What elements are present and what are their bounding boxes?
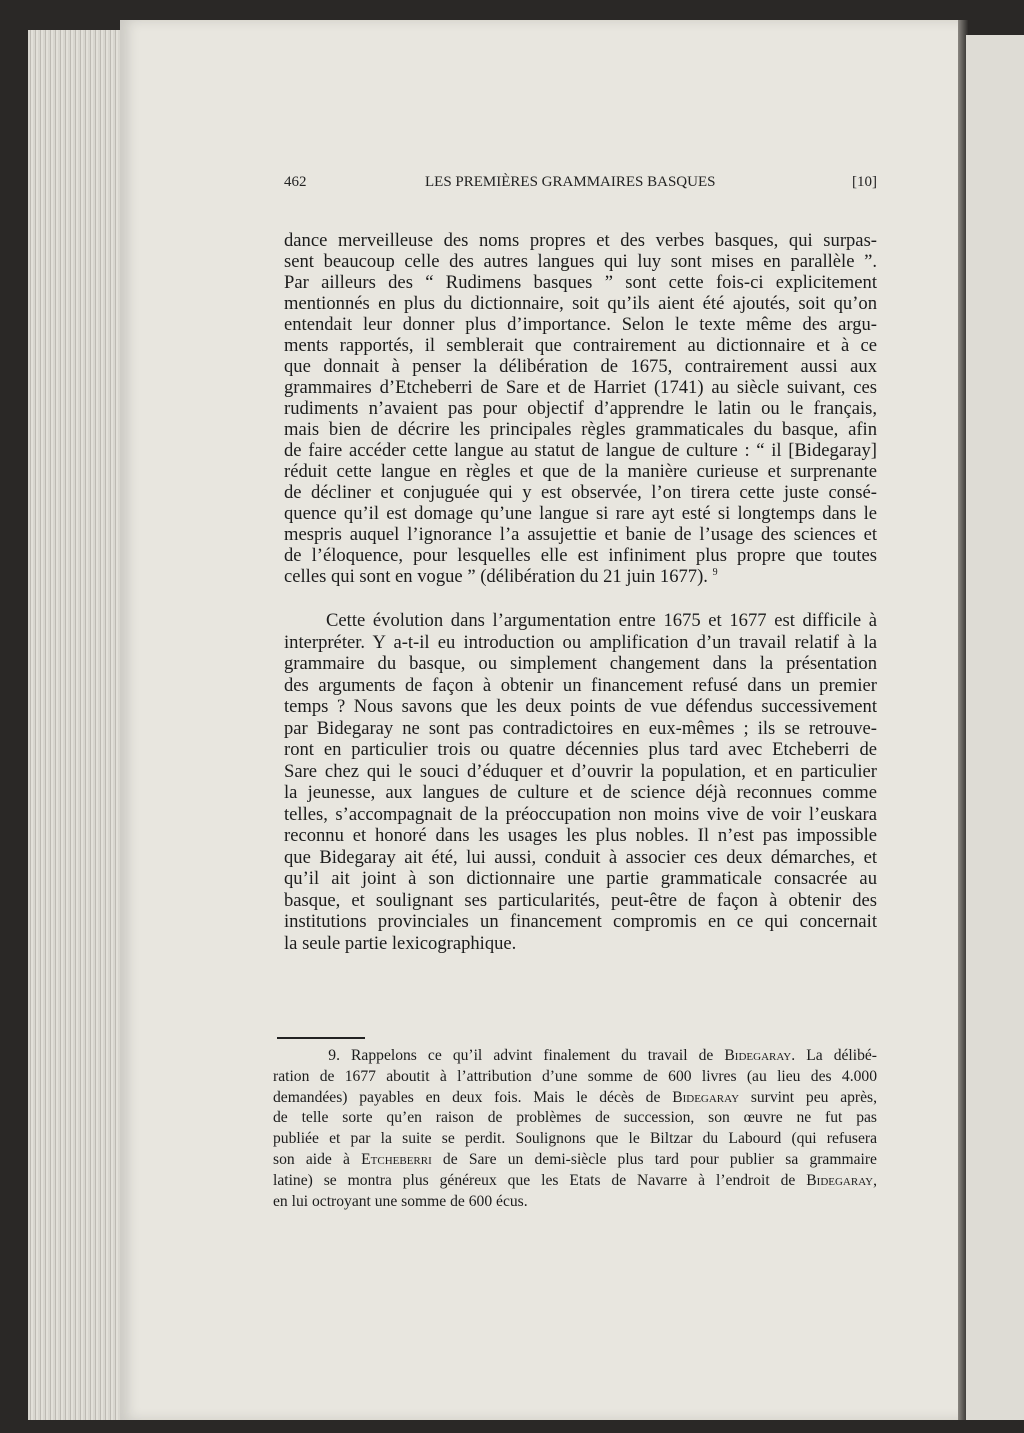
text-line: [284, 847, 877, 869]
text-line: [284, 890, 877, 912]
facing-page-edge: [966, 35, 1024, 1420]
text-line: [284, 398, 877, 419]
line-text: basque, et soulignant ses particularités, peut-être de façon à obtenir des: [284, 889, 877, 911]
text-line: [284, 804, 877, 826]
line-text: dance merveilleuse des noms propres et des verbes basques, qui surpas-: [284, 230, 877, 251]
footnote-text: . La délibé-: [791, 1047, 878, 1064]
line-text: entendait leur donner plus d’importance. Selon le texte même des argu-: [284, 314, 877, 335]
line-text: celles qui sont en vogue ” (délibération du 21 juin 1677).: [284, 566, 708, 587]
line-text: Par ailleurs des “ Rudimens basques ” sont cette fois-ci explicitement: [284, 272, 877, 293]
line-text: que Bidegaray ait été, lui aussi, conduit à associer ces deux démarches, et: [284, 846, 877, 868]
text-line: [284, 911, 877, 933]
line-text: par Bidegaray ne sont pas contradictoires en eux-mêmes ; ils se retrouve-: [284, 717, 877, 739]
line-text: ments rapportés, il semblerait que contrairement au dictionnaire et à ce: [284, 335, 877, 356]
text-line: [284, 868, 877, 890]
text-line: [284, 293, 877, 314]
footnote-line: [273, 1046, 877, 1067]
footnote-line: [273, 1150, 877, 1171]
line-text: Cette évolution dans l’argumentation entre 1675 et 1677 est difficile à: [326, 610, 877, 631]
text-line: [284, 335, 877, 356]
footnote-line: [273, 1192, 877, 1213]
text-line: [284, 718, 877, 740]
text-line: [284, 933, 877, 955]
text-line: [284, 272, 877, 293]
line-text: que donnait à penser la délibération de 1675, contrairement aussi aux: [284, 356, 877, 377]
text-line: [284, 632, 877, 654]
text-line: [284, 482, 877, 503]
text-line: [284, 377, 877, 398]
text-line: [284, 251, 877, 272]
footnote-text: son aide à: [273, 1150, 362, 1168]
text-line: [284, 653, 877, 675]
footnote-9: [273, 1046, 877, 1212]
text-line: [284, 782, 877, 804]
line-text: quence qu’il est domage qu’une langue si rare ayt esté si longtemps dans le: [284, 503, 877, 524]
author-name: Bidegaray: [724, 1047, 792, 1064]
line-text: la jeunesse, aux langues de culture et de science déjà reconnues comme: [284, 782, 877, 803]
footnote-reference[interactable]: 9: [712, 566, 718, 578]
line-text: de décliner et conjuguée qui y est observée, l’on tirera cette juste consé-: [284, 482, 877, 503]
footnote-text: 9. Rappelons ce qu’il advint finalement du travail de: [273, 1047, 725, 1064]
text-line: [284, 503, 877, 524]
running-header: [284, 174, 877, 196]
text-line: [284, 696, 877, 718]
running-title: LES PREMIÈRES GRAMMAIRES BASQUES: [425, 174, 716, 190]
footnote-text: latine) se montra plus généreux que les Etats de Navarre à l’endroit de: [273, 1171, 807, 1189]
author-name: Etcheberri: [361, 1150, 432, 1168]
text-line: [284, 739, 877, 761]
line-text: telles, s’accompagnait de la préoccupation non moins vive de voir l’euskara: [284, 803, 877, 825]
line-text: réduit cette langue en règles et que de la manière curieuse et surprenante: [284, 461, 877, 482]
page-number: 462: [284, 174, 307, 190]
author-name: Bidegaray: [806, 1171, 874, 1189]
line-text: mespris auquel l’ignorance l’a assujettie et banie de l’usage des sciences et: [284, 524, 877, 545]
footnote-line: [273, 1108, 877, 1129]
footnote-rule: [277, 1037, 365, 1039]
text-line: [284, 230, 877, 251]
text-line: [284, 356, 877, 377]
text-line: [284, 675, 877, 697]
footnote-line: [273, 1088, 877, 1109]
footnote-line: [273, 1129, 877, 1150]
line-text: grammaire du basque, ou simplement changement dans la présentation: [284, 653, 877, 674]
line-text: temps ? Nous savons que les deux points de vue défendus successivement: [284, 696, 877, 717]
line-text: Sare chez qui le souci d’éduquer et d’ouvrir la population, et en particulier: [284, 760, 877, 782]
line-text: mais bien de décrire les principales règles grammaticales du basque, afin: [284, 419, 877, 440]
footnote-text: survint peu après,: [739, 1088, 878, 1106]
line-text: institutions provinciales un financement compromis en ce qui concernait: [284, 911, 877, 932]
text-line: [284, 545, 877, 566]
footnote-line: [273, 1171, 877, 1192]
text-line: [284, 314, 877, 335]
line-text: mentionnés en plus du dictionnaire, soit qu’ils aient été ajoutés, soit qu’on: [284, 293, 877, 314]
footnote-text: publiée et par la suite se perdit. Soulignons que le Biltzar du Labourd (qui refusera: [273, 1130, 877, 1148]
footnote-text: ration de 1677 aboutit à l’attribution d’une somme de 600 livres (au lieu des 4.000: [273, 1067, 877, 1085]
footnote-text: ,: [873, 1171, 877, 1189]
line-text: sent beaucoup celle des autres langues qui luy sont mises en parallèle ”.: [284, 251, 877, 272]
line-text: la seule partie lexicographique.: [284, 932, 517, 954]
text-line: [284, 524, 877, 545]
chapter-number: [10]: [852, 174, 877, 190]
line-text: de l’éloquence, pour lesquelles elle est infiniment plus propre que toutes: [284, 545, 877, 566]
text-line: [284, 440, 877, 461]
text-line: [284, 461, 877, 482]
footnote-text: demandées) payables en deux fois. Mais le décès de: [273, 1088, 673, 1106]
footnote-text: de telle sorte qu’en raison de problèmes de succession, son œuvre ne fut pas: [273, 1109, 877, 1127]
paragraph-2: [284, 610, 877, 954]
line-text: des arguments de façon à obtenir un financement refusé dans un premier: [284, 674, 877, 696]
line-text: rudiments n’avaient pas pour objectif d’apprendre le latin ou le français,: [284, 398, 877, 419]
footnote-line: [273, 1067, 877, 1088]
line-text: ront en particulier trois ou quatre décennies plus tard avec Etcheberri de: [284, 739, 877, 760]
footnote-text: en lui octroyant une somme de 600 écus.: [273, 1192, 528, 1210]
line-text: qu’il ait joint à son dictionnaire une partie grammaticale consacrée au: [284, 868, 877, 889]
line-text: grammaires d’Etcheberri de Sare et de Harriet (1741) au siècle suivant, ces: [284, 377, 877, 398]
text-line: [284, 419, 877, 440]
text-line: [284, 566, 877, 587]
text-line: [284, 761, 877, 783]
paragraph-1: [284, 230, 877, 587]
line-text: reconnu et honoré dans les usages les plus nobles. Il n’est pas impossible: [284, 825, 877, 846]
line-text: de faire accéder cette langue au statut de langue de culture : “ il [Bidegaray]: [284, 440, 877, 461]
footnote-text: de Sare un demi-siècle plus tard pour publier sa grammaire: [431, 1150, 877, 1168]
text-line: [284, 610, 877, 632]
author-name: Bidegaray: [672, 1088, 740, 1106]
line-text: interpréter. Y a-t-il eu introduction ou amplification d’un travail relatif à la: [284, 631, 877, 653]
text-line: [284, 825, 877, 847]
